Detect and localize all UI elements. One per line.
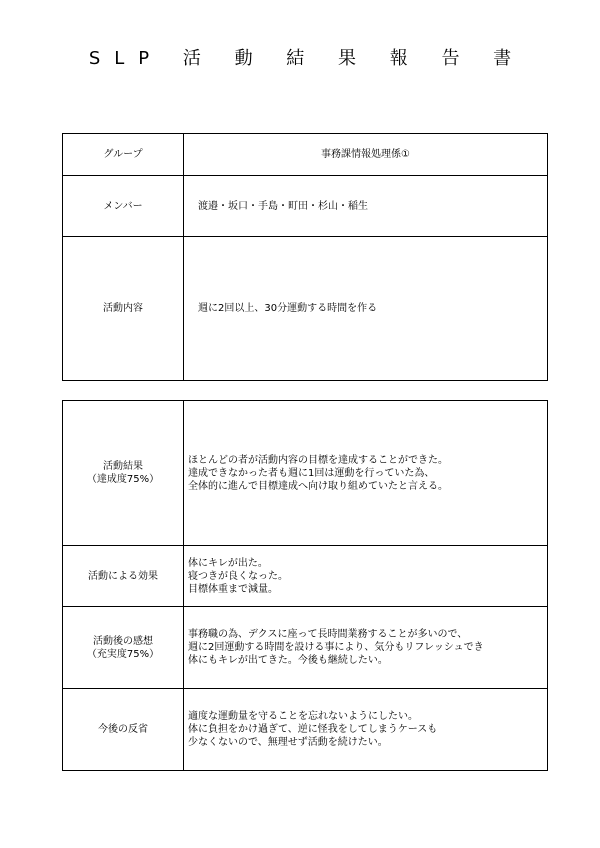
activity-effect-line: 寝つきが良くなった。 — [188, 570, 288, 582]
info-table — [62, 133, 548, 381]
members-value: 渡邉・坂口・手島・町田・杉山・稲生 — [184, 176, 548, 237]
activity-result-line: ほとんどの者が活動内容の目標を達成することができた。 — [188, 454, 448, 466]
activity-content-label: 活動内容 — [63, 237, 184, 381]
impressions-label-cell — [63, 607, 184, 689]
activity-effect-value — [184, 546, 548, 607]
table-row-group — [63, 134, 548, 176]
impressions-line: 週に2回運動する時間を設ける事により、気分もリフレッシュでき — [188, 642, 484, 653]
table-row-members — [63, 176, 548, 237]
activity-result-label-cell — [63, 401, 184, 546]
activity-result-label: 活動結果 — [103, 461, 143, 472]
impressions-sublabel: （充実度75%） — [86, 648, 160, 660]
table-row-future-reflection — [63, 689, 548, 771]
table-row-activity-result — [63, 401, 548, 546]
impressions-value — [184, 607, 548, 689]
members-label: メンバー — [63, 176, 184, 237]
impressions-label: 活動後の感想 — [93, 635, 153, 647]
impressions-line: 体にもキレが出てきた。今後も継続したい。 — [188, 655, 388, 666]
group-label: グループ — [63, 134, 184, 176]
future-reflection-label: 今後の反省 — [63, 689, 184, 771]
table-row-activity-effect — [63, 546, 548, 607]
result-table — [62, 400, 548, 771]
page-title: SLP 活 動 結 果 報 告 書 — [88, 48, 526, 69]
future-reflection-line: 少なくないので、無理せず活動を続けたい。 — [188, 737, 388, 748]
activity-result-sublabel: （達成度75%） — [86, 474, 160, 485]
activity-effect-label: 活動による効果 — [63, 546, 184, 607]
activity-result-line: 達成できなかった者も週に1回は運動を行っていた為、 — [188, 467, 435, 479]
future-reflection-line: 適度な運動量を守ることを忘れないようにしたい。 — [188, 711, 418, 722]
table-row-impressions — [63, 607, 548, 689]
activity-result-value — [184, 401, 548, 546]
group-value: 事務課情報処理係① — [184, 134, 548, 176]
future-reflection-line: 体に負担をかけ過ぎて、逆に怪我をしてしまうケースも — [188, 724, 438, 735]
activity-effect-line: 目標体重まで減量。 — [188, 583, 278, 595]
impressions-line: 事務職の為、デクスに座って長時間業務することが多いので、 — [188, 629, 468, 640]
activity-effect-line: 体にキレが出た。 — [188, 557, 268, 569]
table-row-activity-content — [63, 237, 548, 381]
activity-result-line: 全体的に進んで目標達成へ向け取り組めていたと言える。 — [188, 480, 448, 492]
future-reflection-value — [184, 689, 548, 771]
activity-content-value: 週に2回以上、30分運動する時間を作る — [184, 237, 548, 381]
